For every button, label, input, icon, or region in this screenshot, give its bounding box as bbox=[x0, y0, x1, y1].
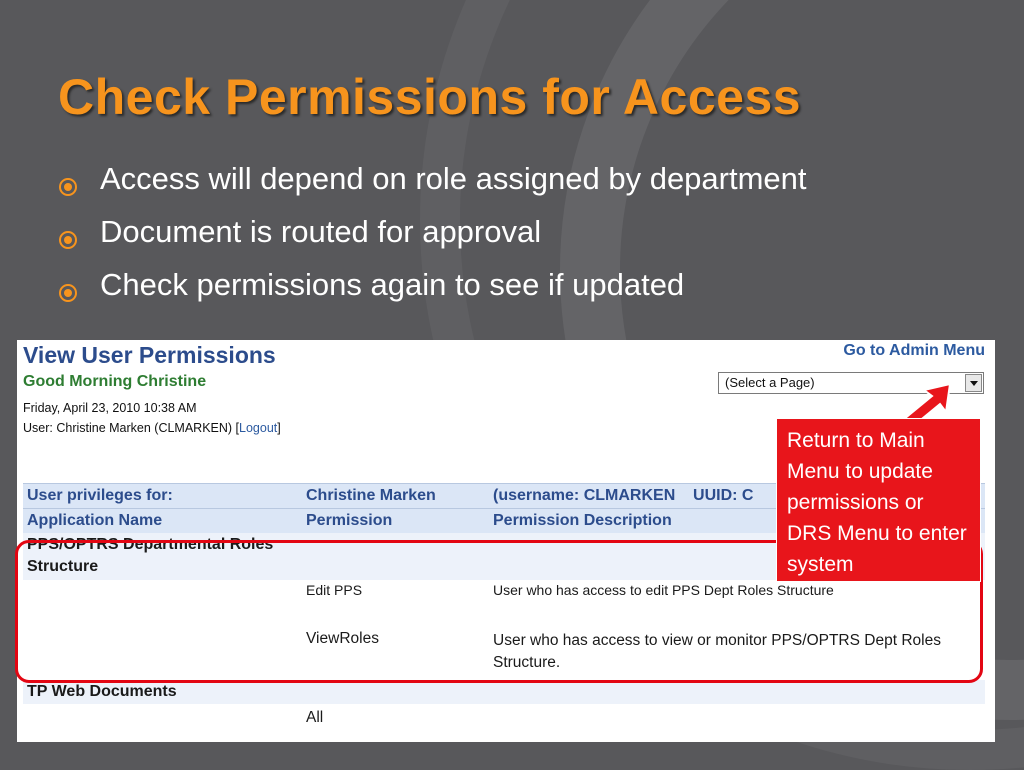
privileges-username: (username: CLMARKEN UUID: C bbox=[489, 484, 985, 509]
group-row bbox=[23, 680, 985, 704]
slide-title: Check Permissions for Access bbox=[58, 69, 802, 125]
bullet-text: Document is routed for approval bbox=[100, 213, 542, 249]
group-name: PPS/OPTRS Departmental Roles Structure bbox=[23, 533, 302, 580]
greeting: Good Morning Christine bbox=[23, 373, 207, 390]
bullet-item bbox=[58, 205, 807, 258]
user-prefix: User: Christine Marken (CLMARKEN) [ bbox=[23, 421, 240, 435]
description-cell: User who has access to edit PPS Dept Roles Structure bbox=[493, 582, 834, 598]
bullet-item bbox=[58, 258, 807, 311]
permission-cell: Edit PPS bbox=[306, 582, 363, 598]
column-header: Permission bbox=[302, 509, 489, 534]
datetime: Friday, April 23, 2010 10:38 AM bbox=[23, 401, 197, 415]
bullet-list bbox=[58, 152, 807, 311]
description-cell: User who has access to view or monitor PPS/OPTRS Dept Roles Structure. bbox=[493, 632, 941, 671]
page-title: View User Permissions bbox=[23, 342, 276, 368]
chevron-down-icon[interactable] bbox=[965, 374, 982, 392]
description-cell bbox=[489, 704, 985, 732]
bullet-item bbox=[58, 152, 807, 205]
callout-note: Return to Main Menu to update permissions or DRS Menu to enter system bbox=[776, 418, 981, 582]
user-suffix: ] bbox=[277, 421, 281, 435]
group-name: TP Web Documents bbox=[23, 680, 302, 704]
column-header: Permission Description bbox=[489, 509, 985, 534]
column-header: Application Name bbox=[23, 509, 302, 534]
privileges-user-name: Christine Marken bbox=[302, 484, 489, 509]
logout-link[interactable]: Logout bbox=[239, 421, 278, 435]
user-info bbox=[23, 421, 281, 435]
permission-cell: All bbox=[306, 709, 324, 726]
bullet-text: Access will depend on role assigned by department bbox=[100, 160, 807, 196]
target-bullet-icon bbox=[58, 222, 78, 242]
table-row bbox=[23, 704, 985, 732]
admin-menu-link[interactable]: Go to Admin Menu bbox=[843, 342, 985, 359]
bullet-text: Check permissions again to see if updated bbox=[100, 266, 685, 302]
target-bullet-icon bbox=[58, 169, 78, 189]
target-bullet-icon bbox=[58, 275, 78, 295]
privileges-label: User privileges for: bbox=[23, 484, 302, 509]
permission-cell: ViewRoles bbox=[306, 630, 379, 647]
page-select-value: (Select a Page) bbox=[725, 375, 815, 390]
